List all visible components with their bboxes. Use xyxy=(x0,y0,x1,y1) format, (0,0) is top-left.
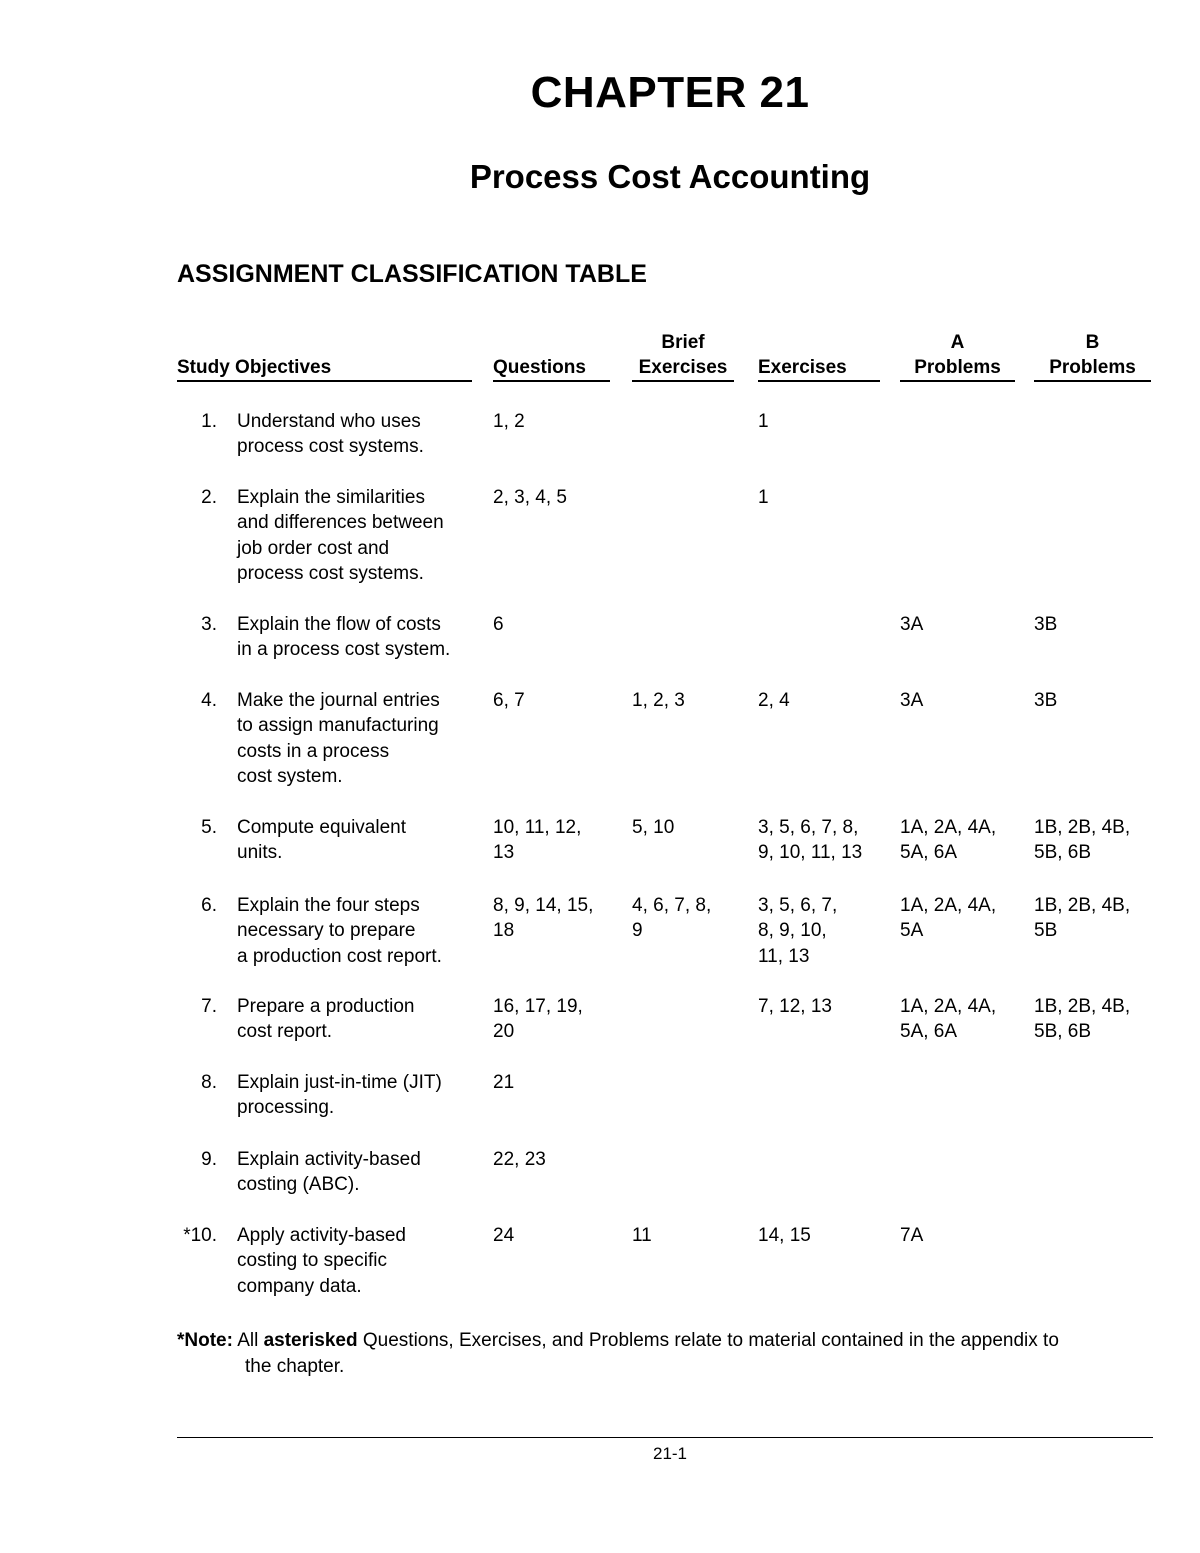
objective-text: Understand who uses process cost systems. xyxy=(237,411,424,458)
objective-number: 8. xyxy=(201,1072,217,1093)
objective-number: 4. xyxy=(201,690,217,711)
note-label: *Note: xyxy=(177,1330,233,1351)
note-text-after: Questions, Exercises, and Problems relate to material contained in the appendix to xyxy=(362,1330,1059,1351)
b-problems-cell: 3B xyxy=(1034,614,1058,635)
objective-text: Explain the similarities and differences between job order cost and process cost systems. xyxy=(237,487,444,585)
questions-cell: 24 xyxy=(493,1225,515,1246)
objective-number: 5. xyxy=(201,817,217,838)
brief-exercises-cell: 4, 6, 7, 8, 9 xyxy=(632,895,712,942)
col-head-a-problems: A Problems xyxy=(900,330,1015,382)
objective-text: Explain activity-based costing (ABC). xyxy=(237,1149,421,1196)
col-head-questions: Questions xyxy=(493,330,610,382)
exercises-cell: 7, 12, 13 xyxy=(758,996,832,1017)
objective-number: 9. xyxy=(201,1149,217,1170)
footer-rule xyxy=(177,1437,1153,1438)
chapter-title: CHAPTER 21 xyxy=(530,68,810,117)
objective-text: Explain the flow of costs in a process cost system. xyxy=(237,614,451,661)
b-problems-cell: 1B, 2B, 4B, 5B, 6B xyxy=(1034,996,1131,1043)
exercises-cell: 2, 4 xyxy=(758,690,790,711)
col-head-brief-exercises: Brief Exercises xyxy=(632,330,734,382)
a-problems-cell: 1A, 2A, 4A, 5A xyxy=(900,895,997,942)
page-number: 21-1 xyxy=(652,1444,688,1463)
note-continuation: the chapter. xyxy=(245,1356,345,1377)
a-problems-cell: 7A xyxy=(900,1225,924,1246)
a-problems-cell: 3A xyxy=(900,690,924,711)
questions-cell: 6 xyxy=(493,614,504,635)
questions-cell: 10, 11, 12, 13 xyxy=(493,817,582,864)
note-text-before: All xyxy=(237,1330,259,1351)
objective-text: Compute equivalent units. xyxy=(237,817,406,864)
objective-number: 1. xyxy=(201,411,217,432)
exercises-cell: 1 xyxy=(758,487,769,508)
b-problems-cell: 1B, 2B, 4B, 5B, 6B xyxy=(1034,817,1131,864)
questions-cell: 16, 17, 19, 20 xyxy=(493,996,583,1043)
note-emphasis: asterisked xyxy=(263,1330,358,1351)
b-problems-cell: 1B, 2B, 4B, 5B xyxy=(1034,895,1131,942)
section-heading: ASSIGNMENT CLASSIFICATION TABLE xyxy=(177,260,647,288)
questions-cell: 6, 7 xyxy=(493,690,525,711)
questions-cell: 21 xyxy=(493,1072,515,1093)
questions-cell: 22, 23 xyxy=(493,1149,546,1170)
a-problems-cell: 1A, 2A, 4A, 5A, 6A xyxy=(900,817,997,864)
objective-text: Explain just-in-time (JIT) processing. xyxy=(237,1072,442,1119)
exercises-cell: 14, 15 xyxy=(758,1225,811,1246)
b-problems-cell: 3B xyxy=(1034,690,1058,711)
objective-number: 2. xyxy=(201,487,217,508)
exercises-cell: 3, 5, 6, 7, 8, 9, 10, 11, 13 xyxy=(758,895,838,967)
questions-cell: 8, 9, 14, 15, 18 xyxy=(493,895,594,942)
col-head-b-problems: B Problems xyxy=(1034,330,1151,382)
col-head-exercises: Exercises xyxy=(758,330,880,382)
exercises-cell: 3, 5, 6, 7, 8, 9, 10, 11, 13 xyxy=(758,817,863,864)
questions-cell: 1, 2 xyxy=(493,411,525,432)
brief-exercises-cell: 11 xyxy=(632,1225,652,1246)
col-head-objectives: Study Objectives xyxy=(177,330,472,382)
a-problems-cell: 1A, 2A, 4A, 5A, 6A xyxy=(900,996,997,1043)
brief-exercises-cell: 5, 10 xyxy=(632,817,675,838)
brief-exercises-cell: 1, 2, 3 xyxy=(632,690,685,711)
questions-cell: 2, 3, 4, 5 xyxy=(493,487,567,508)
objective-text: Prepare a production cost report. xyxy=(237,996,415,1043)
a-problems-cell: 3A xyxy=(900,614,924,635)
objective-number: 3. xyxy=(201,614,217,635)
objective-number: 6. xyxy=(201,895,217,916)
footnote xyxy=(177,1328,1167,1380)
objective-number: *10. xyxy=(183,1225,217,1246)
objective-number: 7. xyxy=(201,996,217,1017)
objective-text: Explain the four steps necessary to prepare a production cost report. xyxy=(237,895,442,967)
objective-text: Make the journal entries to assign manufacturing costs in a process cost system. xyxy=(237,690,440,788)
objective-text: Apply activity-based costing to specific company data. xyxy=(237,1225,406,1297)
exercises-cell: 1 xyxy=(758,411,769,432)
chapter-subtitle: Process Cost Accounting xyxy=(469,158,871,195)
